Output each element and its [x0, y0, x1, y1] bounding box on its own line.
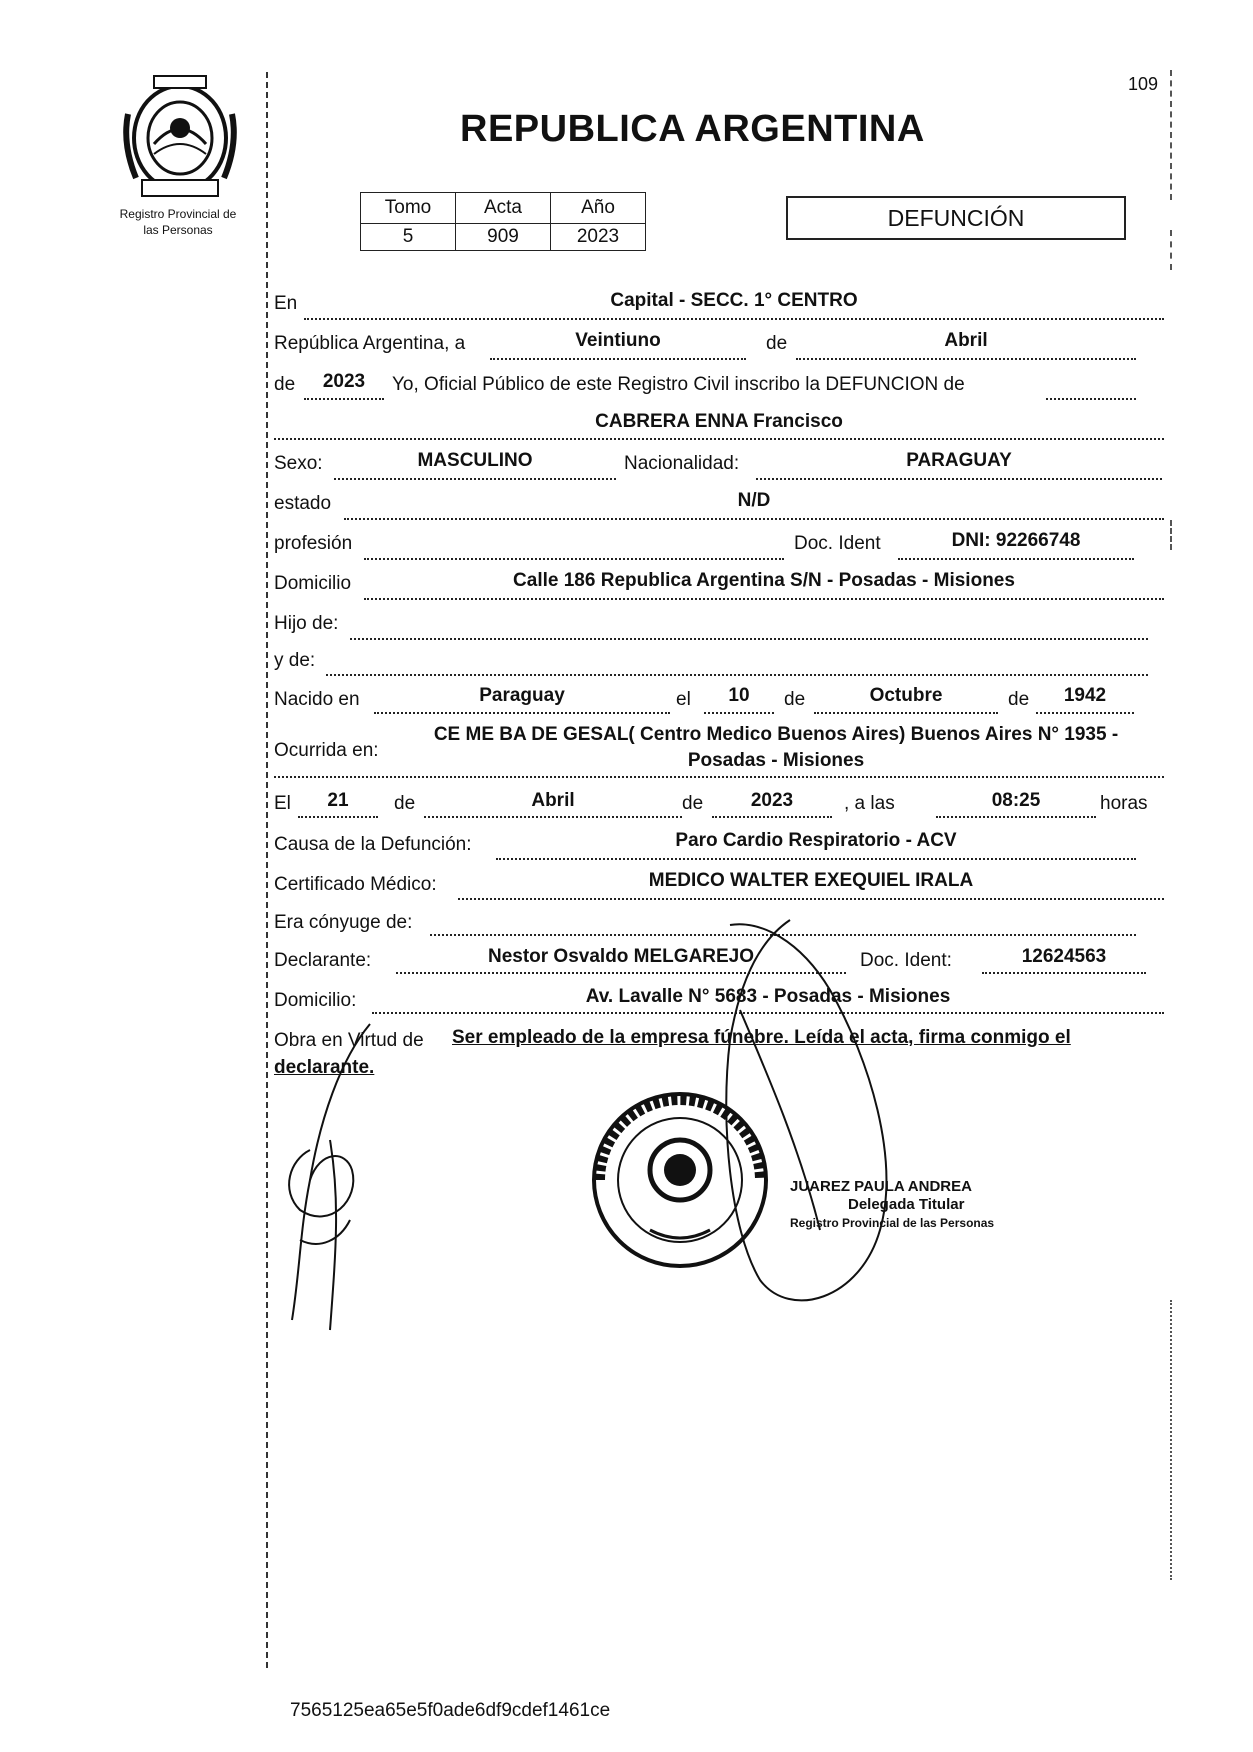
- de2-label: de: [274, 374, 296, 395]
- a-las-label: , a las: [844, 793, 895, 814]
- de3-label: de: [784, 689, 806, 710]
- doc-ident-value: DNI: 92266748: [951, 530, 1081, 551]
- domicilio2-label: Domicilio:: [274, 990, 357, 1011]
- page-number: 109: [1128, 74, 1159, 94]
- ocurrida-line1: CE ME BA DE GESAL( Centro Medico Buenos Aires) Buenos Aires N° 1935 -: [433, 724, 1119, 745]
- death-month-value: Abril: [531, 790, 575, 811]
- de-label: de: [766, 333, 788, 354]
- official-seal: [590, 1090, 770, 1270]
- stamp-name: JUAREZ PAULA ANDREA: [790, 1178, 972, 1195]
- hijo-label: Hijo de:: [274, 613, 339, 634]
- birth-month-value: Octubre: [869, 685, 943, 706]
- stamp-institution: Registro Provincial de las Personas: [790, 1216, 995, 1230]
- causa-value: Paro Cardio Respiratorio - ACV: [675, 830, 957, 851]
- ocurrida-line2: Posadas - Misiones: [687, 750, 865, 771]
- estado-label: estado: [274, 493, 332, 514]
- stamp-title: Delegada Titular: [848, 1196, 965, 1213]
- birth-year-value: 1942: [1063, 685, 1107, 706]
- death-year-value: 2023: [750, 790, 794, 811]
- republica-label: República Argentina, a: [274, 333, 466, 354]
- obra-value: Ser empleado de la empresa fúnebre. Leída el acta, firma conmigo el: [452, 1027, 1071, 1048]
- record-table-cell: 5: [361, 224, 456, 251]
- de5-label: de: [394, 793, 416, 814]
- record-table-header: Acta: [456, 193, 551, 224]
- declarante-label: Declarante:: [274, 950, 372, 971]
- domicilio-value: Calle 186 Republica Argentina S/N - Posadas - Misiones: [513, 570, 1015, 591]
- causa-label: Causa de la Defunción:: [274, 834, 472, 855]
- domicilio2-value: Av. Lavalle N° 5683 - Posadas - Misiones: [585, 986, 951, 1007]
- document-hash: 7565125ea65e5f0ade6df9cdef1461ce: [290, 1700, 611, 1721]
- de6-label: de: [682, 793, 704, 814]
- ocurrida-label: Ocurrida en:: [274, 740, 379, 761]
- declarante-value: Nestor Osvaldo MELGAREJO: [487, 946, 755, 967]
- obra-label: Obra en Virtud de: [274, 1030, 424, 1051]
- nacionalidad-label: Nacionalidad:: [624, 453, 740, 474]
- profesion-label: profesión: [274, 533, 353, 554]
- record-type-box: DEFUNCIÓN: [786, 196, 1126, 240]
- el-label: el: [676, 689, 691, 710]
- nacido-value: Paraguay: [479, 685, 565, 706]
- registry-label-line1: Registro Provincial de: [119, 207, 237, 221]
- sexo-label: Sexo:: [274, 453, 323, 474]
- death-day-value: 21: [327, 790, 349, 811]
- nacionalidad-value: PARAGUAY: [906, 450, 1012, 471]
- domicilio-label: Domicilio: [274, 573, 352, 594]
- month-value: Abril: [944, 330, 988, 351]
- deceased-name: CABRERA ENNA Francisco: [595, 411, 843, 432]
- registry-label-line2: las Personas: [143, 223, 213, 237]
- inscribo-text: Yo, Oficial Público de este Registro Civil inscribo la DEFUNCION de: [392, 374, 965, 395]
- sexo-value: MASCULINO: [417, 450, 533, 471]
- conyuge-label: Era cónyuge de:: [274, 912, 413, 933]
- doc-ident2-label: Doc. Ident:: [860, 950, 952, 971]
- estado-value: N/D: [737, 490, 771, 511]
- signature-stamp: [790, 1178, 994, 1232]
- record-table-header: Tomo: [361, 193, 456, 224]
- record-table-cell: 2023: [551, 224, 646, 251]
- en-label: En: [274, 293, 298, 314]
- birth-day-value: 10: [728, 685, 750, 706]
- record-table-cell: 909: [456, 224, 551, 251]
- horas-label: horas: [1100, 793, 1148, 814]
- de4-label: de: [1008, 689, 1030, 710]
- place-value: Capital - SECC. 1° CENTRO: [610, 290, 858, 311]
- day-word-value: Veintiuno: [575, 330, 661, 351]
- death-time-value: 08:25: [991, 790, 1041, 811]
- obra-value-line2: declarante.: [274, 1057, 375, 1078]
- nacido-label: Nacido en: [274, 689, 360, 710]
- y-de-label: y de:: [274, 650, 316, 671]
- certificado-value: MEDICO WALTER EXEQUIEL IRALA: [648, 870, 974, 891]
- el2-label: El: [274, 793, 291, 814]
- record-table-header: Año: [551, 193, 646, 224]
- doc-ident-label: Doc. Ident: [794, 533, 881, 554]
- doc-ident2-value: 12624563: [1021, 946, 1107, 967]
- certificado-label: Certificado Médico:: [274, 874, 437, 895]
- year-value: 2023: [322, 371, 366, 392]
- page-title: REPUBLICA ARGENTINA: [460, 108, 925, 150]
